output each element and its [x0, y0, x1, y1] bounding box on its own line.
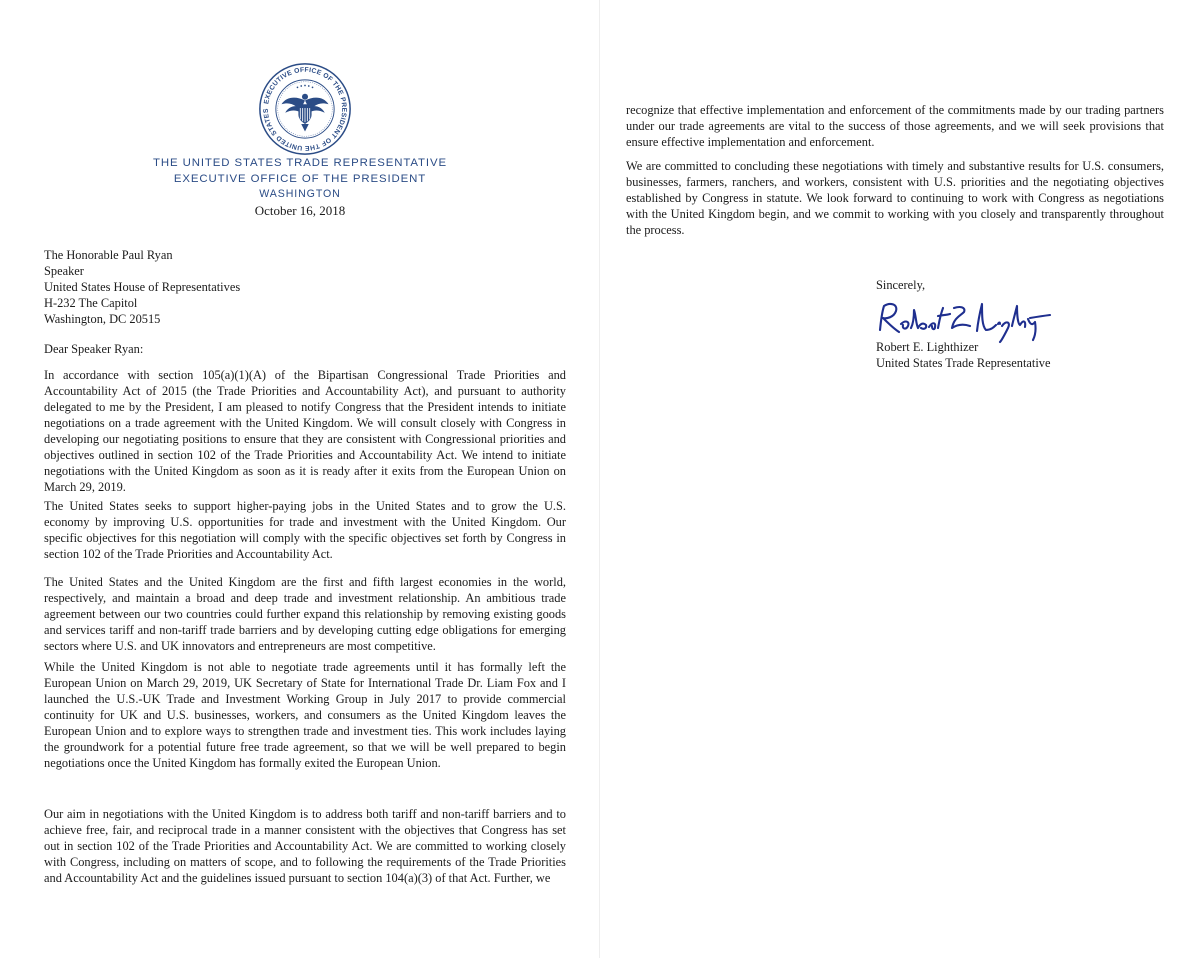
body-paragraph-5: Our aim in negotiations with the United Kingdom is to address both tariff and non-tariff barriers and to achieve free, fair, and reciprocal trade in a manner consistent with the objectives that Congress has set out in section 102 of the Trade Priorities and Accountability Act. We are committed to working closely with Congress, including on matters of scope, and to following the requirements of the Trade Priorities and Accountability Act and the guidelines issued pursuant to section 104(a)(3) of that Act. Further, we	[44, 807, 566, 885]
letterhead-agency: THE UNITED STATES TRADE REPRESENTATIVE	[153, 157, 447, 169]
signature-icon	[874, 294, 1056, 344]
signer-name: Robert E. Lighthizer	[876, 340, 979, 354]
letter-date: October 16, 2018	[254, 203, 346, 218]
presidential-seal-icon	[258, 62, 352, 156]
recipient-address	[44, 247, 240, 327]
recipient-city: Washington, DC 20515	[44, 312, 161, 326]
body-paragraph-continued: recognize that effective implementation and enforcement of the commitments made by our trading partners under our trade agreements are vital to the success of those agreements, and we will seek provisions that ensure effective implementation and enforcement.	[626, 103, 1164, 149]
page-divider	[599, 0, 600, 958]
body-paragraph-4: While the United Kingdom is not able to negotiate trade agreements until it has formally left the European Union on March 29, 2019, UK Secretary of State for International Trade Dr. Liam Fox and I launched the U.S.-UK Trade and Investment Working Group in July 2017 to provide commercial continuity for UK and U.S. businesses, workers, and consumers as the United Kingdom leaves the European Union and to explore ways to strengthen trade and investment ties. This work includes laying the groundwork for a potential future free trade agreement, so that we will be well prepared to begin negotiations once the United Kingdom has formally exited the European Union.	[44, 660, 566, 770]
signer-title: United States Trade Representative	[876, 356, 1051, 370]
letter-page-2	[602, 0, 1200, 958]
recipient-name: The Honorable Paul Ryan	[44, 248, 173, 262]
body-paragraph-1: In accordance with section 105(a)(1)(A) of the Bipartisan Congressional Trade Priorities and Accountability Act of 2015 (the Trade Priorities and Accountability Act), and pursuant to authority delegated to me by the President, I am pleased to notify Congress that the President intends to initiate negotiations on a trade agreement with the United Kingdom. We will consult closely with Congress in developing our negotiating positions to ensure that they are consistent with Congressional priorities and objectives outlined in section 102 of the Trade Priorities and Accountability Act. We intend to initiate negotiations with the United Kingdom as soon as it is ready after it exits from the European Union on March 29, 2019.	[44, 368, 566, 494]
closing-sincerely: Sincerely,	[876, 278, 926, 292]
signer-block	[876, 339, 1050, 371]
body-paragraph-closing: We are committed to concluding these negotiations with timely and substantive results for U.S. consumers, businesses, farmers, ranchers, and workers, consistent with U.S. priorities and the negotiating objectives established by Congress in statute. We look forward to continuing to work with Congress as negotiations with the United Kingdom begin, and we commit to working with you closely and transparently throughout the process.	[626, 159, 1164, 237]
recipient-org: United States House of Representatives	[44, 280, 241, 294]
body-paragraph-3: The United States and the United Kingdom are the first and fifth largest economies in the world, respectively, and maintain a broad and deep trade and investment relationship. An ambitious trade agreement between our two countries could further expand this relationship by removing existing goods and services tariff and non-tariff trade barriers and by developing cutting edge obligations for emerging sectors where U.S. and UK innovators and entrepreneurs are most competitive.	[44, 575, 566, 653]
recipient-title: Speaker	[44, 264, 84, 278]
seal-text: EXECUTIVE OFFICE OF THE PRESIDENT OF THE UNITED STATES	[262, 66, 348, 152]
body-paragraph-2: The United States seeks to support higher-paying jobs in the United States and to grow the U.S. economy by improving U.S. opportunities for trade and investment with the United Kingdom. Our specific objectives for this negotiation will comply with the specific objectives set forth by Congress in section 102 of the Trade Priorities and Accountability Act.	[44, 499, 566, 561]
salutation: Dear Speaker Ryan:	[44, 342, 144, 356]
recipient-street: H-232 The Capitol	[44, 296, 138, 310]
letterhead-office: EXECUTIVE OFFICE OF THE PRESIDENT	[173, 173, 427, 185]
letter-page-1	[0, 0, 598, 958]
letterhead-city: WASHINGTON	[259, 188, 341, 200]
